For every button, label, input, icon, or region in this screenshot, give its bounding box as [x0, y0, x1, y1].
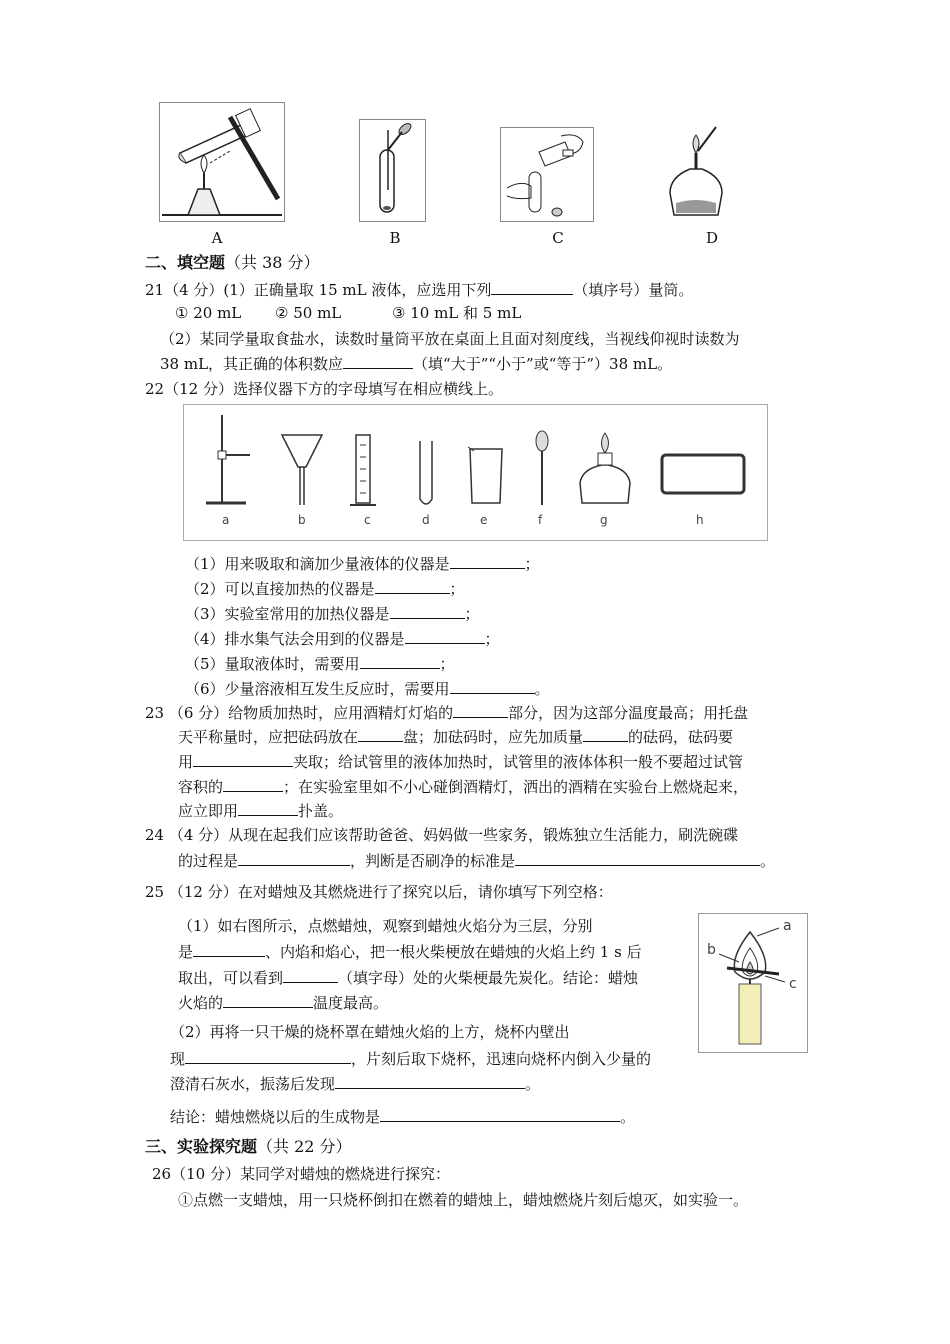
section-3-title: 三、实验探究题 — [145, 1137, 258, 1156]
q22-item-3: （3）实验室常用的加热仪器是 ； — [185, 605, 480, 623]
figure-d — [664, 123, 728, 220]
pouring-liquid-drawing — [501, 128, 593, 221]
q25-blank-2[interactable] — [283, 967, 338, 983]
section-2-heading — [145, 252, 320, 274]
q22-blank-3[interactable] — [390, 603, 465, 619]
caption-c: C — [552, 229, 564, 247]
instrument-figure — [183, 404, 768, 541]
q23-line5: 应立即用 扑盖。 — [178, 802, 344, 820]
water-trough-drawing — [662, 455, 744, 493]
candle-label-b: b — [707, 942, 716, 958]
instrument-label-f: f — [538, 513, 543, 527]
figure-c — [500, 127, 594, 222]
test-tube-drawing — [420, 441, 432, 504]
caption-a: A — [211, 229, 223, 247]
beaker-drawing — [468, 447, 502, 503]
q25-p1-line1: （1）如右图所示，点燃蜡烛，观察到蜡烛火焰分为三层，分别 — [178, 917, 593, 935]
q22-blank-5[interactable] — [360, 653, 440, 669]
q22-item-4: （4）排水集气法会用到的仪器是 ； — [185, 630, 500, 648]
instrument-label-c: c — [364, 513, 371, 527]
q25-p1-line2: 是 、内焰和焰心，把一根火柴梗放在蜡烛的火焰上约 1 s 后 — [178, 943, 642, 961]
iron-stand-drawing — [206, 415, 250, 503]
instrument-drawings — [184, 405, 767, 540]
q21-blank-2[interactable] — [343, 353, 413, 369]
q25-p1-line3: 取出，可以看到 （填字母）处的火柴梗最先炭化。结论：蜡烛 — [178, 969, 639, 987]
q22-item-1: （1）用来吸取和滴加少量液体的仪器是 ； — [185, 555, 540, 573]
q25-blank-5[interactable] — [335, 1073, 525, 1089]
q23-line2: 天平称量时，应把砝码放在 盘；加砝码时，应先加质量 的砝码，砝码要 — [178, 728, 734, 746]
q25-p2-line3: 澄清石灰水，振荡后发现 。 — [170, 1075, 541, 1093]
q24-blank-1[interactable] — [238, 850, 350, 866]
figure-a — [159, 102, 285, 222]
q25-blank-6[interactable] — [380, 1106, 620, 1122]
q25-blank-4[interactable] — [185, 1048, 351, 1064]
q23-line4: 容积的 ；在实验室里如不小心碰倒酒精灯，洒出的酒精在实验台上燃烧起来， — [178, 778, 749, 796]
q22-blank-6[interactable] — [450, 678, 535, 694]
q22-item-2: （2）可以直接加热的仪器是 ； — [185, 580, 465, 598]
q25-p2-line2: 现 ，片刻后取下烧杯，迅速向烧杯内倒入少量的 — [170, 1050, 652, 1068]
candle-label-a: a — [783, 918, 792, 934]
funnel-drawing — [282, 435, 322, 505]
q23-line3: 用 夹取；给试管里的液体加热时，试管里的液体体积一般不要超过试管 — [178, 753, 744, 771]
q22-blank-4[interactable] — [405, 628, 485, 644]
heating-test-tube-drawing — [160, 103, 284, 221]
q25-blank-3[interactable] — [223, 992, 313, 1008]
dropper-drawing — [536, 431, 548, 505]
graduated-cylinder-drawing — [350, 435, 376, 505]
q24-line1: 24 （4 分）从现在起我们应该帮助爸爸、妈妈做一些家务，锻炼独立生活能力，刷洗碗碟 — [145, 826, 739, 844]
q25-conclusion: 结论：蜡烛燃烧以后的生成物是 。 — [170, 1108, 636, 1126]
instrument-label-d: d — [422, 513, 430, 527]
caption-d: D — [705, 229, 719, 247]
section-2-title: 二、填空题 — [145, 253, 226, 272]
q21-blank-1[interactable] — [491, 279, 573, 295]
caption-b: B — [389, 229, 401, 247]
q23-blank-3[interactable] — [583, 726, 628, 742]
q21-line1: 21（4 分）(1）正确量取 15 mL 液体，应选用下列 （填序号）量筒。 — [145, 281, 694, 299]
figure-b — [359, 119, 426, 222]
q21-option-3: ③ 10 mL 和 5 mL — [392, 304, 522, 322]
q22-item-6: （6）少量溶液相互发生反应时，需要用 。 — [185, 680, 550, 698]
candle-label-c: c — [789, 976, 797, 992]
alcohol-lamp-drawing — [580, 433, 630, 503]
lighting-lamp-drawing — [664, 123, 728, 220]
candle-figure — [698, 913, 808, 1053]
q25-blank-1[interactable] — [193, 941, 265, 957]
instrument-label-h: h — [696, 513, 704, 527]
section-3-points: （共 22 分） — [257, 1137, 352, 1156]
q23-blank-1[interactable] — [453, 702, 508, 718]
dropper-in-tube-drawing — [360, 120, 425, 221]
q26-line1: 26（10 分）某同学对蜡烛的燃烧进行探究： — [152, 1165, 450, 1183]
q22-item-5: （5）量取液体时，需要用 ； — [185, 655, 455, 673]
instrument-label-g: g — [600, 513, 608, 527]
q23-blank-6[interactable] — [238, 800, 298, 816]
q22-blank-2[interactable] — [375, 578, 450, 594]
section-3-heading — [145, 1136, 352, 1158]
q23-line1: 23 （6 分）给物质加热时，应用酒精灯灯焰的 部分，因为这部分温度最高；用托盘 — [145, 704, 749, 722]
q24-line2: 的过程是 ，判断是否刷净的标准是 。 — [178, 852, 776, 870]
q23-blank-5[interactable] — [223, 776, 283, 792]
q21-line3: 38 mL，其正确的体积数应 （填“大于”“小于”或“等于”）38 mL。 — [160, 355, 673, 373]
section-2-points: （共 38 分） — [225, 253, 320, 272]
instrument-label-b: b — [298, 513, 306, 527]
q25-p2-line1: （2）再将一只干燥的烧杯罩在蜡烛火焰的上方，烧杯内壁出 — [170, 1023, 570, 1041]
q23-blank-2[interactable] — [358, 726, 403, 742]
q23-blank-4[interactable] — [193, 751, 293, 767]
q25-intro: 25 （12 分）在对蜡烛及其燃烧进行了探究以后，请你填写下列空格： — [145, 883, 613, 901]
q21-options — [175, 303, 521, 323]
q21-option-1: ① 20 mL — [175, 304, 242, 322]
q26-line2: ①点燃一支蜡烛，用一只烧杯倒扣在燃着的蜡烛上，蜡烛燃烧片刻后熄灭，如实验一。 — [178, 1191, 749, 1209]
instrument-label-e: e — [480, 513, 488, 527]
instrument-label-a: a — [222, 513, 230, 527]
q25-p1-line4: 火焰的 温度最高。 — [178, 994, 389, 1012]
q21-option-2: ② 50 mL — [275, 304, 342, 322]
q22-intro: 22（12 分）选择仪器下方的字母填写在相应横线上。 — [145, 380, 503, 398]
q24-blank-2[interactable] — [515, 850, 760, 866]
q22-blank-1[interactable] — [450, 553, 525, 569]
q21-line2: （2）某同学量取食盐水，读数时量筒平放在桌面上且面对刻度线，当视线仰视时读数为 — [160, 330, 740, 348]
